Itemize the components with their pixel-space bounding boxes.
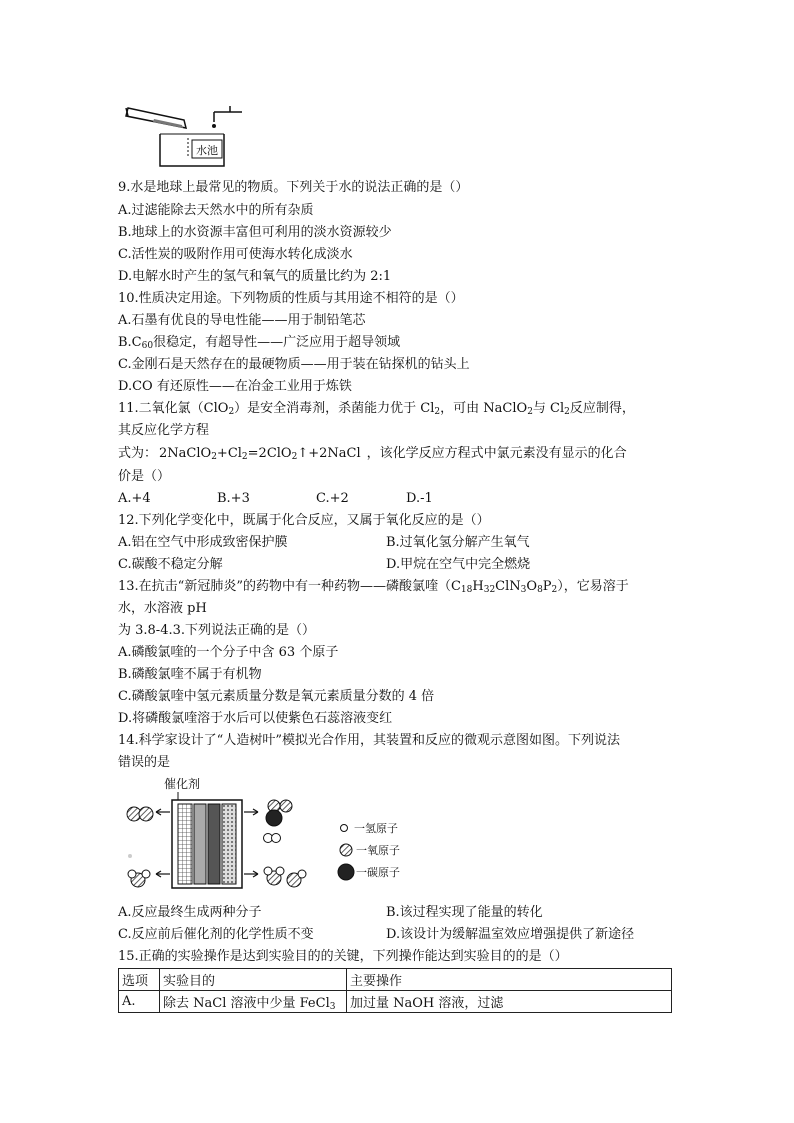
- molecule-right-top: [244, 800, 292, 843]
- cell-option: A.: [119, 991, 160, 1013]
- q9-option-d: D.电解水时产生的氢气和氧气的质量比约为 2:1: [118, 269, 392, 284]
- header-operation: 主要操作: [347, 969, 672, 991]
- q14-option-a: A.反应最终生成两种分子: [118, 905, 262, 920]
- q13-stem: 13.在抗击“新冠肺炎”的药物中有一种药物——磷酸氯喹$(C_{18}H_{32}ClN_3O_8P_2)$，它易溶于: [118, 579, 629, 595]
- legend: [338, 821, 400, 880]
- molecule-right-bottom: [244, 867, 306, 887]
- cell-purpose: 除去 NaCl 溶液中少量 FeCl$_3$: [160, 991, 347, 1013]
- faucet: [212, 106, 242, 128]
- carbon-atom-icon: [338, 864, 354, 880]
- artificial-leaf-device: [172, 800, 242, 888]
- catalyst-label: 催化剂: [164, 777, 201, 791]
- q14-option-b: B.该过程实现了能量的转化: [386, 905, 543, 920]
- q9-stem: 9.水是地球上最常见的物质。下列关于水的说法正确的是（）: [118, 180, 469, 195]
- test-tube: [126, 108, 186, 128]
- molecule-left-bottom: [128, 854, 170, 887]
- q11-equation-line: 式为： $2NaClO_2+Cl_2=2ClO_2↑+2NaCl$ ，该化学反应方程式中氯元素没有显示的化合: [118, 446, 627, 462]
- q11-stem-line4: 价是（）: [118, 469, 171, 484]
- q14-stem-line2: 错误的是: [118, 755, 171, 770]
- header-purpose: 实验目的: [160, 969, 347, 991]
- q10-option-b: $B.C_{60}$很稳定，有超导性——广泛应用于超导领域: [118, 335, 401, 351]
- header-option: 选项: [119, 969, 160, 991]
- q11-option-d: D.-1: [406, 491, 433, 506]
- legend-carbon: 一碳原子: [356, 866, 400, 879]
- q11-option-a: A.+4: [118, 491, 151, 506]
- q9-option-b: B.地球上的水资源丰富但可利用的淡水资源较少: [118, 225, 392, 240]
- artificial-leaf-figure: [118, 776, 418, 896]
- q9-option-c: C.活性炭的吸附作用可使海水转化成淡水: [118, 247, 353, 262]
- table-row: [119, 991, 672, 1013]
- q13-option-d: D.将磷酸氯喹溶于水后可以使紫色石蕊溶液变红: [118, 711, 393, 726]
- q10-option-d: D.CO 有还原性——在冶金工业用于炼铁: [118, 379, 352, 394]
- q14-stem: 14.科学家设计了“人造树叶”模拟光合作用，其装置和反应的微观示意图如图。下列说法: [118, 733, 620, 748]
- q14-option-d: D.该设计为缓解温室效应增强提供了新途径: [386, 927, 635, 942]
- q12-option-d: D.甲烷在空气中完全燃烧: [386, 557, 531, 572]
- q13-option-c: C.磷酸氯喹中氢元素质量分数是氧元素质量分数的 4 倍: [118, 689, 435, 704]
- q15-stem: 15.正确的实验操作是达到实验目的的关键，下列操作能达到实验目的的是（）: [118, 949, 568, 964]
- table-header-row: [119, 969, 672, 991]
- q11-stem-line2: 其反应化学方程: [118, 423, 210, 438]
- chemical-equation: $2NaClO_2+Cl_2=2ClO_2↑+2NaCl$: [159, 446, 361, 462]
- q13-stem-line2: 水，水溶液 pH: [118, 601, 207, 616]
- q12-option-a: A.铝在空气中形成致密保护膜: [118, 535, 288, 550]
- q12-option-b: B.过氧化氢分解产生氧气: [386, 535, 530, 550]
- hydrogen-atom-icon: [341, 825, 348, 832]
- q11-option-b: B.+3: [217, 491, 250, 506]
- q13-option-b: B.磷酸氯喹不属于有机物: [118, 667, 262, 682]
- q15-table: [118, 968, 672, 1013]
- q9-option-a: A.过滤能除去天然水中的所有杂质: [118, 203, 314, 218]
- pool: [160, 134, 224, 166]
- q12-stem: 12.下列化学变化中，既属于化合反应，又属于氧化反应的是（）: [118, 513, 490, 528]
- cell-operation: 加过量 NaOH 溶液，过滤: [347, 991, 672, 1013]
- q10-option-c: C.金刚石是天然存在的最硬物质——用于装在钻探机的钻头上: [118, 357, 470, 372]
- legend-oxygen: 一氧原子: [356, 844, 400, 857]
- q14-option-c: C.反应前后催化剂的化学性质不变: [118, 927, 314, 942]
- q10-stem: 10.性质决定用途。下列物质的性质与其用途不相符的是（）: [118, 291, 464, 306]
- q11-option-c: C.+2: [316, 491, 349, 506]
- oxygen-atom-icon: [340, 844, 352, 856]
- pool-label: 水池: [196, 144, 218, 157]
- legend-hydrogen: 一氢原子: [354, 822, 398, 835]
- molecule-left-top: [127, 807, 170, 821]
- q12-option-c: C.碳酸不稳定分解: [118, 557, 223, 572]
- q10-option-a: A.石墨有优良的导电性能——用于制铅笔芯: [118, 313, 366, 328]
- water-pool-figure: [120, 98, 260, 170]
- q11-stem: 11.二氧化氯（ClO$_2$）是安全消毒剂，杀菌能力优于 $Cl_2$，可由 NaClO$_2$与 $Cl_2$反应制得，: [118, 401, 635, 417]
- q13-option-a: A.磷酸氯喹的一个分子中含 63 个原子: [118, 645, 339, 660]
- q13-stem-line3: 为 3.8-4.3.下列说法正确的是（）: [118, 623, 316, 638]
